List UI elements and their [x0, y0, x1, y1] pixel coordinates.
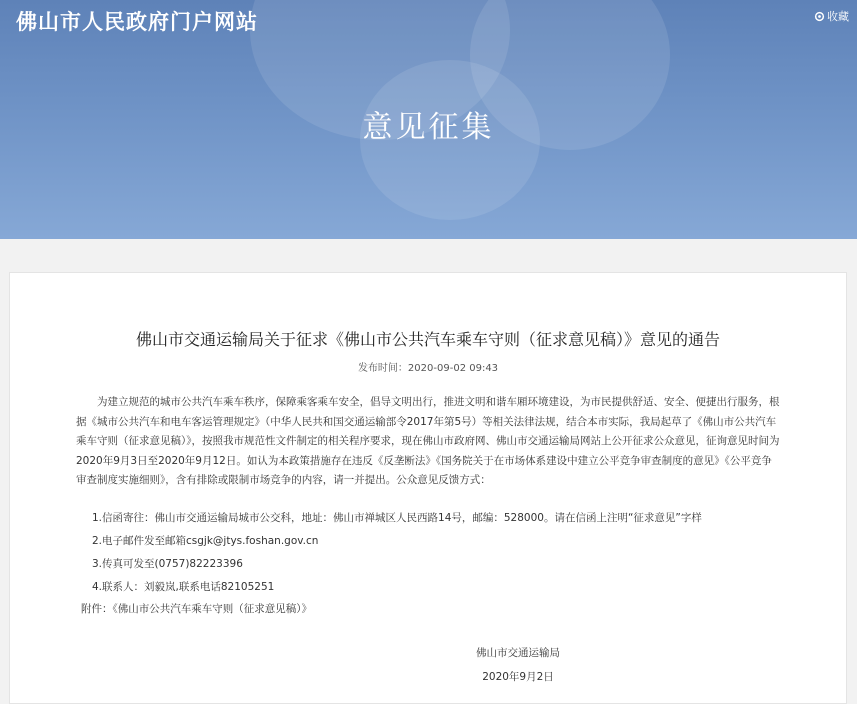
header-banner — [0, 0, 857, 239]
publish-time: 发布时间：2020-09-02 09:43 — [357, 363, 499, 374]
signature-org: 佛山市交通运输局 — [476, 647, 560, 659]
article-paragraph: 为建立规范的城市公共汽车乘车秩序，保障乘客乘车安全，倡导文明出行，推进文明和谐车厢环境建设，为市民提供舒适、安全、便捷出行服务，根据《城市公共汽车和电车客运管理规定》（中华人民共和国交通运输部令2017年第5号）等相关法律法规，结合本市实际，我局起草了《佛山市公共汽车乘车守则（征求意见稿）》，按照我市规范性文件制定的相关程序要求，现在佛山市政府网、佛山市交通运输局网站上公开征求公众意见，征询意见时间为2020年9月3日至2020年9月12日。如认为本政策措施存在违反《反垄断法》《国务院关于在市场体系建设中建立公平竞争审查制度的意见》《公平竞争审查制度实施细则》，含有排除或限制市场竞争的内容，请一并提出。公众意见反馈方式： — [76, 396, 780, 486]
feedback-item-fax: 3.传真可发至(0757)82223396 — [92, 558, 243, 570]
attachment-link[interactable]: 附件：《佛山市公共汽车乘车守则（征求意见稿）》 — [81, 603, 312, 615]
feedback-item-mail: 1.信函寄往：佛山市交通运输局城市公交科，地址：佛山市禅城区人民西路14号，邮编：528000。请在信函上注明“征求意见”字样 — [92, 512, 702, 524]
site-title[interactable]: 佛山市人民政府门户网站 — [16, 9, 258, 34]
article-title: 佛山市交通运输局关于征求《佛山市公共汽车乘车守则（征求意见稿）》意见的通告 — [135, 330, 720, 349]
article-panel — [9, 272, 847, 704]
signature-date: 2020年9月2日 — [482, 671, 554, 683]
settings-icon — [814, 11, 825, 22]
favorite-label: 收藏 — [827, 10, 849, 23]
feedback-item-contact: 4.联系人：刘毅岚,联系电话82105251 — [92, 581, 275, 593]
favorite-button[interactable] — [814, 8, 849, 24]
feedback-item-email: 2.电子邮件发至邮箱csgjk@jtys.foshan.gov.cn — [92, 535, 319, 547]
banner-heading: 意见征集 — [362, 110, 495, 145]
article-body — [76, 393, 782, 491]
